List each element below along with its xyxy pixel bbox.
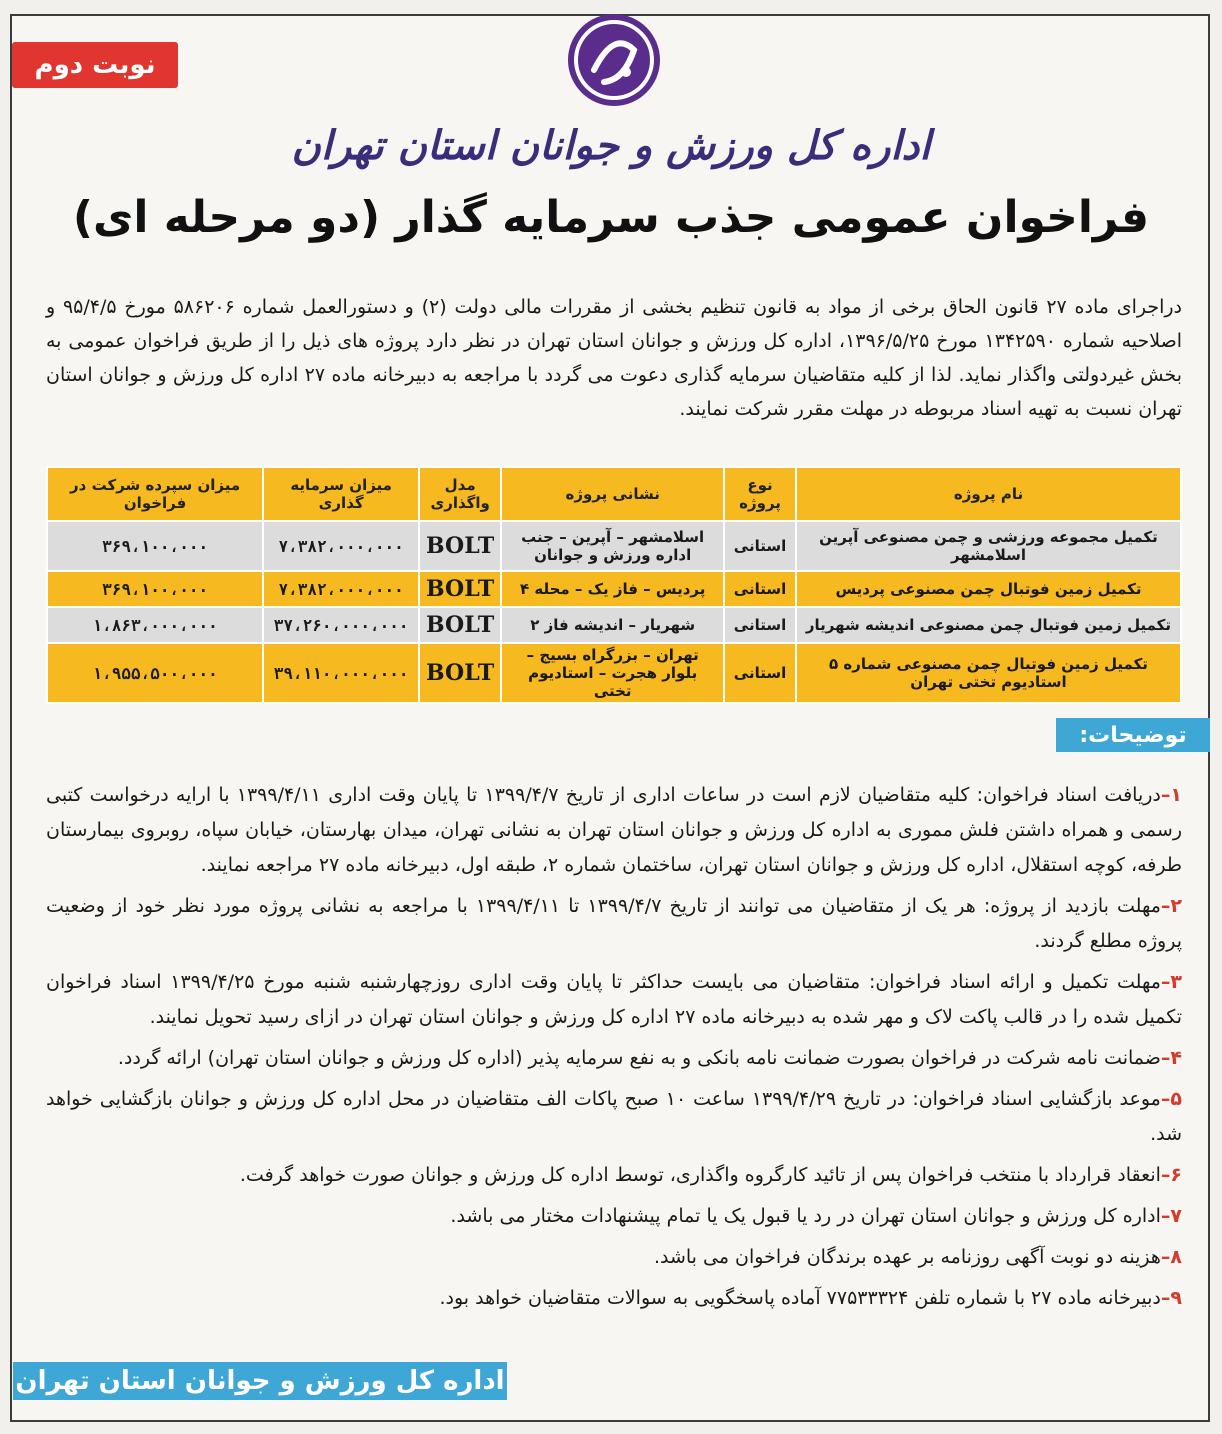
list-item: [46, 1281, 1182, 1316]
organization-name: اداره کل ورزش و جوانان استان تهران: [291, 122, 931, 169]
cell-project-type: استانی: [724, 643, 796, 703]
cell-project-address: اسلامشهر – آپرین – جنب اداره ورزش و جوانان: [501, 521, 724, 571]
table-row: [47, 571, 1181, 607]
cell-investment-amount: ۳۷،۲۶۰،۰۰۰،۰۰۰: [263, 607, 419, 643]
note-index: ۷–: [1160, 1205, 1182, 1227]
cell-project-address: پردیس – فاز یک – محله ۴: [501, 571, 724, 607]
note-text: دریافت اسناد فراخوان: کلیه متقاضیان لازم است در ساعات اداری از تاریخ ۱۳۹۹/۴/۷ تا پایان وقت اداری ۱۳۹۹/۴/۱۱ با ارایه درخواست کتبی رسمی و همراه داشتن فلش مموری به اداره کل ورزش و جوانان استان تهران به نشانی تهران، میدان بهارستان، خیابان سپاه، روبروی بیمارستان طرفه، کوچه استقلال، اداره کل ورزش و جوانان استان تهران، ساختمان شماره ۲، طبقه اول، دبیرخانه ماده ۲۷ مراجعه نمایند.: [46, 784, 1182, 876]
round-badge: نوبت دوم: [12, 42, 178, 88]
cell-deposit-amount: ۱،۹۵۵،۵۰۰،۰۰۰: [47, 643, 263, 703]
header-project-address: نشانی پروژه: [501, 467, 724, 521]
cell-project-type: استانی: [724, 571, 796, 607]
cell-project-name: تکمیل زمین فوتبال چمن مصنوعی اندیشه شهریار: [796, 607, 1181, 643]
intro-paragraph: دراجرای ماده ۲۷ قانون الحاق برخی از مواد به قانون تنظیم بخشی از مقررات مالی دولت (۲) و دستورالعمل شماره ۵۸۶۲۰۶ مورخ ۹۵/۴/۵ و اصلاحیه شماره ۱۳۴۲۵۹۰ مورخ ۱۳۹۶/۵/۲۵، اداره کل ورزش و جوانان استان تهران در نظر دارد پروژه های ذیل را از طریق فراخوان عمومی به بخش غیردولتی واگذار نماید. لذا از کلیه متقاضیان سرمایه گذاری دعوت می گردد با مراجعه به دبیرخانه ماده ۲۷ اداره کل ورزش و جوانان استان تهران نسبت به تهیه اسناد مربوطه در مهلت مقرر شرکت نمایند.: [46, 296, 1182, 420]
note-text: اداره کل ورزش و جوانان استان تهران در رد یا قبول یک یا تمام پیشنهادات مختار می باشد.: [450, 1205, 1161, 1227]
header-investment-amount: میزان سرمایه گذاری: [263, 467, 419, 521]
list-item: [46, 1158, 1182, 1193]
header-transfer-model: مدل واگذاری: [419, 467, 501, 521]
note-index: ۱–: [1160, 784, 1182, 806]
cell-transfer-model: BOLT: [419, 571, 501, 607]
list-item: [46, 1041, 1182, 1076]
note-index: ۵–: [1160, 1088, 1182, 1110]
notes-heading: توضیحات:: [1056, 718, 1210, 752]
cell-project-name: تکمیل زمین فوتبال چمن مصنوعی شماره ۵ استادیوم تختی تهران: [796, 643, 1181, 703]
list-item: [46, 1199, 1182, 1234]
cell-project-address: تهران – بزرگراه بسیج – بلوار هجرت – استادیوم تختی: [501, 643, 724, 703]
cell-deposit-amount: ۱،۸۶۳،۰۰۰،۰۰۰: [47, 607, 263, 643]
cell-investment-amount: ۳۹،۱۱۰،۰۰۰،۰۰۰: [263, 643, 419, 703]
note-text: هزینه دو نوبت آگهی روزنامه بر عهده برندگان فراخوان می باشد.: [653, 1246, 1161, 1268]
note-text: انعقاد قرارداد با منتخب فراخوان پس از تائید کارگروه واگذاری، توسط اداره کل ورزش و جوانان صورت خواهد گرفت.: [239, 1164, 1161, 1186]
table-header-row: [47, 467, 1181, 521]
note-index: ۸–: [1160, 1246, 1182, 1268]
cell-transfer-model: BOLT: [419, 607, 501, 643]
list-item: [46, 778, 1182, 883]
cell-investment-amount: ۷،۳۸۲،۰۰۰،۰۰۰: [263, 521, 419, 571]
table-row: [47, 521, 1181, 571]
note-text: مهلت تکمیل و ارائه اسناد فراخوان: متقاضیان می بایست حداکثر تا پایان وقت اداری روزچهارشنبه شنبه مورخ ۱۳۹۹/۴/۲۵ اسناد فراخوان تکمیل شده را در قالب پاکت لاک و مهر شده به دبیرخانه ماده ۲۷ اداره کل ورزش و جوانان استان تهران در ازای رسید تحویل نمایند.: [46, 971, 1182, 1028]
cell-deposit-amount: ۳۶۹،۱۰۰،۰۰۰: [47, 571, 263, 607]
cell-project-address: شهریار – اندیشه فاز ۲: [501, 607, 724, 643]
note-text: ضمانت نامه شرکت در فراخوان بصورت ضمانت نامه بانکی و به نفع سرمایه پذیر (اداره کل ورزش و جوانان استان تهران) ارائه گردد.: [117, 1047, 1161, 1069]
cell-investment-amount: ۷،۳۸۲،۰۰۰،۰۰۰: [263, 571, 419, 607]
list-item: [46, 1082, 1182, 1152]
notes-list: [46, 778, 1182, 1322]
note-index: ۳–: [1160, 971, 1182, 993]
logo-emblem-icon: [564, 10, 664, 110]
header-project-type: نوع پروژه: [724, 467, 796, 521]
footer-organization-banner: اداره کل ورزش و جوانان استان تهران: [13, 1362, 507, 1400]
note-text: مهلت بازدید از پروژه: هر یک از متقاضیان می توانند از تاریخ ۱۳۹۹/۴/۷ تا ۱۳۹۹/۴/۱۱ با مراجعه به نشانی پروژه مورد نظر خود از وضعیت پروژه مطلع گردند.: [46, 895, 1182, 952]
cell-project-type: استانی: [724, 607, 796, 643]
list-item: [46, 1240, 1182, 1275]
cell-transfer-model: BOLT: [419, 643, 501, 703]
note-index: ۹–: [1160, 1287, 1182, 1309]
note-text: موعد بازگشایی اسناد فراخوان: در تاریخ ۱۳۹۹/۴/۲۹ ساعت ۱۰ صبح پاکات الف متقاضیان در محل اداره کل ورزش و جوانان بازگشایی خواهد شد.: [46, 1088, 1182, 1145]
cell-transfer-model: BOLT: [419, 521, 501, 571]
cell-project-name: تکمیل زمین فوتبال چمن مصنوعی پردیس: [796, 571, 1181, 607]
list-item: [46, 889, 1182, 959]
list-item: [46, 965, 1182, 1035]
cell-project-name: تکمیل مجموعه ورزشی و چمن مصنوعی آپرین اسلامشهر: [796, 521, 1181, 571]
header-deposit-amount: میزان سپرده شرکت در فراخوان: [47, 467, 263, 521]
page-title: فراخوان عمومی جذب سرمایه گذار (دو مرحله ای): [72, 192, 1150, 243]
header-project-name: نام پروژه: [796, 467, 1181, 521]
note-index: ۴–: [1160, 1047, 1182, 1069]
table-row: [47, 643, 1181, 703]
note-index: ۶–: [1160, 1164, 1182, 1186]
note-index: ۲–: [1160, 895, 1182, 917]
cell-project-type: استانی: [724, 521, 796, 571]
cell-deposit-amount: ۳۶۹،۱۰۰،۰۰۰: [47, 521, 263, 571]
projects-table: [46, 466, 1182, 704]
note-text: دبیرخانه ماده ۲۷ با شماره تلفن ۷۷۵۳۳۳۲۴ آماده پاسخگویی به سوالات متقاضیان خواهد بود.: [439, 1287, 1161, 1309]
table-row: [47, 607, 1181, 643]
